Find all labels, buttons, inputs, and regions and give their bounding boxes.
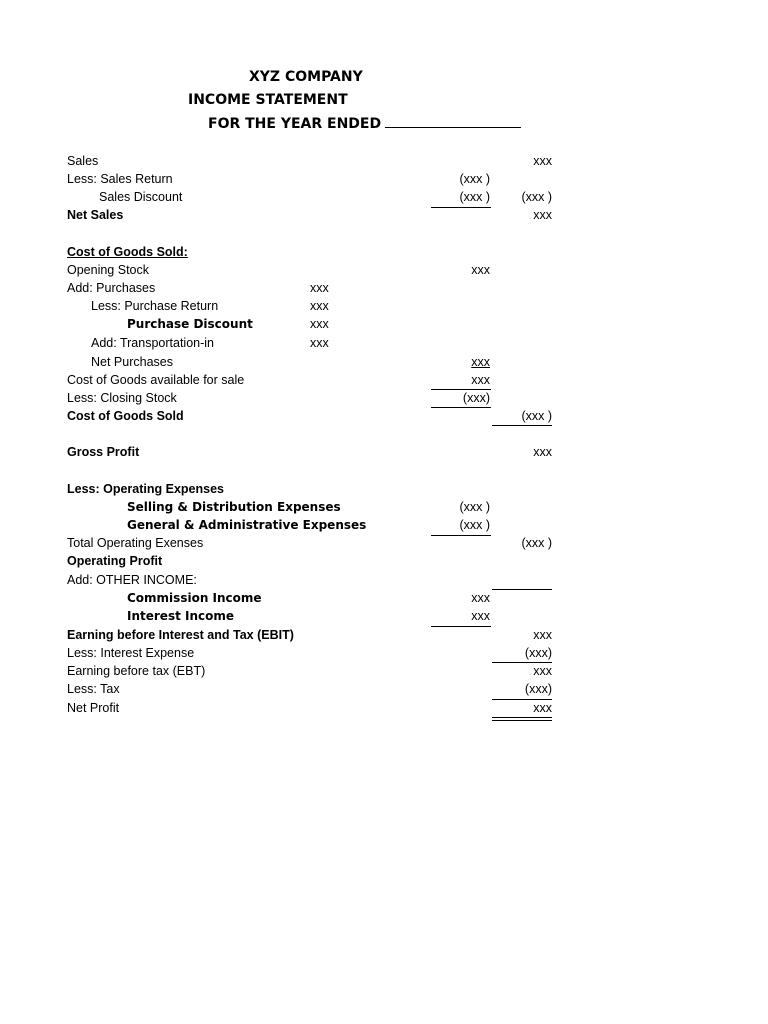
row-label: Net Sales bbox=[67, 208, 124, 222]
row-label: Net Profit bbox=[67, 701, 120, 715]
row-value-total: (xxx ) bbox=[521, 190, 552, 204]
row-closing-stock bbox=[0, 390, 768, 408]
row-label: Sales Discount bbox=[99, 190, 183, 204]
row-label: Less: Closing Stock bbox=[67, 391, 177, 405]
row-opex-heading bbox=[0, 481, 768, 499]
company-name: XYZ COMPANY bbox=[249, 69, 363, 85]
row-purchases bbox=[0, 280, 768, 298]
row-label: Add: OTHER INCOME: bbox=[67, 573, 197, 587]
section-heading: Less: Operating Expenses bbox=[67, 482, 225, 496]
period-label: FOR THE YEAR ENDED bbox=[208, 116, 382, 132]
row-ebt bbox=[0, 663, 768, 681]
row-value-total: xxx bbox=[533, 664, 552, 678]
row-label: Interest Income bbox=[127, 609, 235, 623]
row-value-total: (xxx ) bbox=[521, 536, 552, 550]
row-value-total: xxx bbox=[533, 701, 552, 715]
row-opening-stock bbox=[0, 262, 768, 280]
row-other-income bbox=[0, 572, 768, 590]
row-label: Commission Income bbox=[127, 591, 262, 605]
period-line bbox=[208, 115, 521, 132]
row-purchase-discount bbox=[0, 316, 768, 334]
row-commission-income bbox=[0, 590, 768, 608]
row-total-opex bbox=[0, 535, 768, 553]
row-net-purchases bbox=[0, 354, 768, 372]
row-value-total: (xxx ) bbox=[521, 409, 552, 423]
row-value-sub: xxx bbox=[471, 609, 490, 623]
row-value-sub: (xxx) bbox=[462, 391, 490, 405]
row-value-sub: (xxx ) bbox=[459, 172, 490, 186]
row-gross-profit bbox=[0, 444, 768, 462]
row-label: Cost of Goods Sold bbox=[67, 409, 184, 423]
row-cogs-total bbox=[0, 408, 768, 426]
row-label: Add: Transportation-in bbox=[91, 336, 214, 350]
row-value-total: (xxx) bbox=[524, 646, 552, 660]
row-label: Earning before Interest and Tax (EBIT) bbox=[67, 628, 294, 642]
row-value-total: xxx bbox=[533, 445, 552, 459]
row-sales-return bbox=[0, 171, 768, 189]
row-value-sub: xxx bbox=[471, 355, 490, 369]
row-sales-discount bbox=[0, 189, 768, 207]
row-interest-expense bbox=[0, 645, 768, 663]
row-sales bbox=[0, 153, 768, 171]
section-heading: Cost of Goods Sold: bbox=[67, 245, 188, 259]
row-value-sub: (xxx ) bbox=[459, 190, 490, 204]
row-label: Less: Interest Expense bbox=[67, 646, 195, 660]
row-operating-profit bbox=[0, 553, 768, 571]
row-value-sub: xxx bbox=[471, 591, 490, 605]
row-label: Purchase Discount bbox=[127, 317, 253, 331]
row-ebit bbox=[0, 627, 768, 645]
row-net-profit bbox=[0, 700, 768, 718]
row-value-sub: (xxx ) bbox=[459, 500, 490, 514]
row-value-total: (xxx) bbox=[524, 682, 552, 696]
row-label: Sales bbox=[67, 154, 99, 168]
row-label: Net Purchases bbox=[91, 355, 173, 369]
row-selling-distribution bbox=[0, 499, 768, 517]
row-label: Add: Purchases bbox=[67, 281, 156, 295]
statement-title: INCOME STATEMENT bbox=[188, 92, 348, 108]
row-value-detail: xxx bbox=[310, 317, 329, 331]
row-value-sub: xxx bbox=[471, 263, 490, 277]
row-label: Less: Tax bbox=[67, 682, 120, 696]
row-tax bbox=[0, 681, 768, 699]
row-label: Less: Purchase Return bbox=[91, 299, 219, 313]
row-purchase-return bbox=[0, 298, 768, 316]
row-value-total: xxx bbox=[533, 628, 552, 642]
row-value-detail: xxx bbox=[310, 281, 329, 295]
period-blank bbox=[385, 115, 521, 128]
row-interest-income bbox=[0, 608, 768, 626]
row-label: General & Administrative Expenses bbox=[127, 518, 367, 532]
row-value-detail: xxx bbox=[310, 299, 329, 313]
row-label: Operating Profit bbox=[67, 554, 163, 568]
row-value-sub: (xxx ) bbox=[459, 518, 490, 532]
total-rule bbox=[492, 425, 552, 426]
row-net-sales bbox=[0, 207, 768, 225]
row-value-detail: xxx bbox=[310, 336, 329, 350]
row-general-admin bbox=[0, 517, 768, 535]
row-label: Selling & Distribution Expenses bbox=[127, 500, 341, 514]
double-underline bbox=[492, 717, 552, 721]
row-label: Cost of Goods available for sale bbox=[67, 373, 245, 387]
row-value-total: xxx bbox=[533, 208, 552, 222]
row-value-sub: xxx bbox=[471, 373, 490, 387]
row-label: Earning before tax (EBT) bbox=[67, 664, 206, 678]
row-cogs-heading bbox=[0, 244, 768, 262]
row-label: Gross Profit bbox=[67, 445, 140, 459]
row-transportation bbox=[0, 335, 768, 353]
row-goods-available bbox=[0, 372, 768, 390]
row-label: Opening Stock bbox=[67, 263, 149, 277]
row-value-total: xxx bbox=[533, 154, 552, 168]
row-label: Total Operating Exenses bbox=[67, 536, 204, 550]
row-label: Less: Sales Return bbox=[67, 172, 173, 186]
